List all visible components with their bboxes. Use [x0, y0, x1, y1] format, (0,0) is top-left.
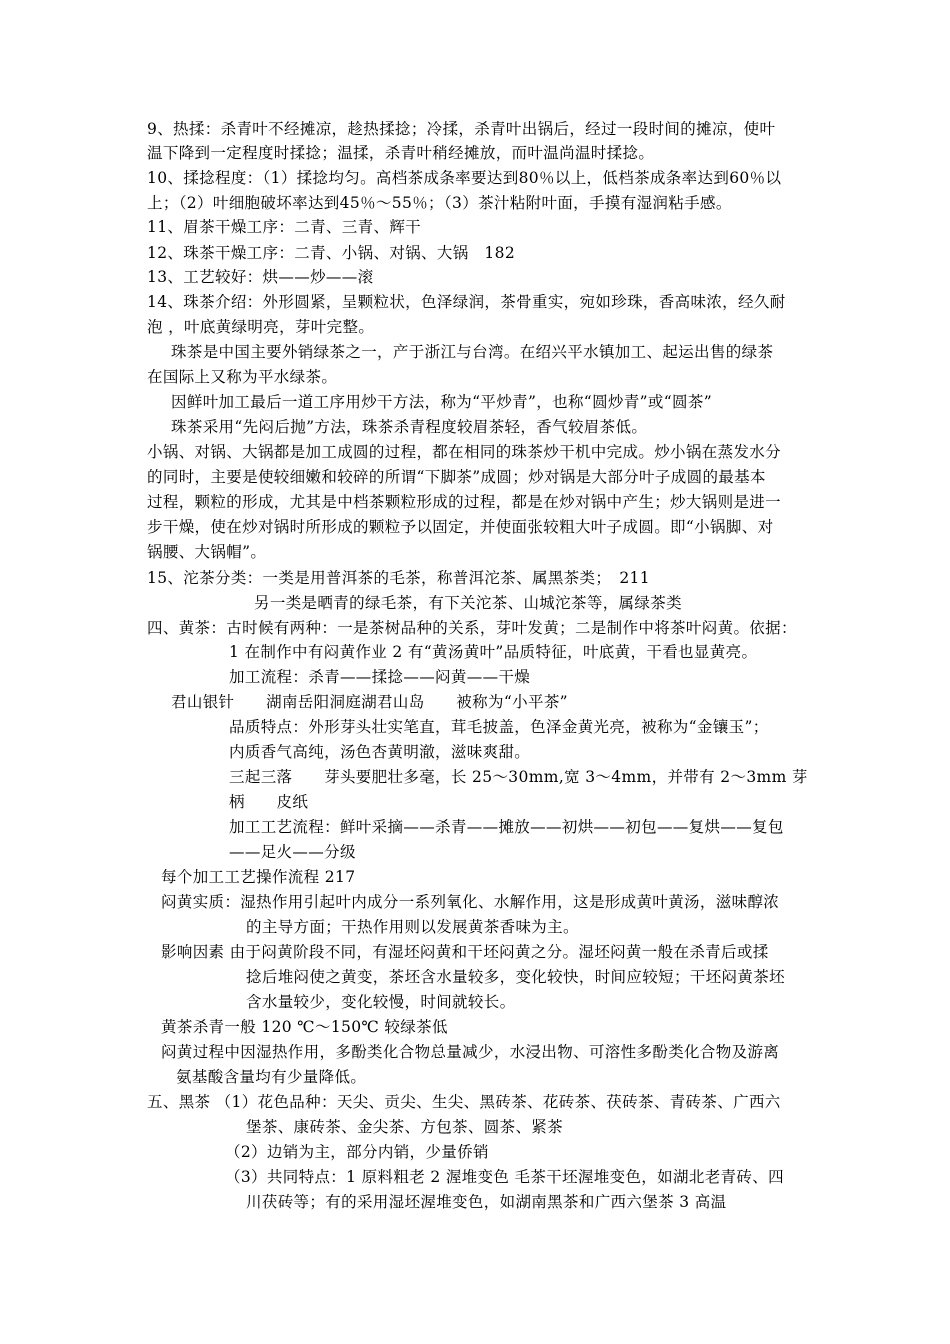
- text-line: 川茯砖等；有的采用湿坯渥堆变色，如湖南黑茶和广西六堡茶 3 高温: [246, 1193, 727, 1211]
- text-line: 9、热揉：杀青叶不经摊凉，趁热揉捻；冷揉，杀青叶出锅后，经过一段时间的摊凉，使叶: [147, 120, 776, 138]
- text-line: 15、沱茶分类：一类是用普洱茶的毛茶，称普洱沱茶、属黑茶类； 211: [147, 569, 650, 587]
- text-line: 君山银针 湖南岳阳洞庭湖君山岛 被称为“小平茶”: [171, 693, 568, 711]
- text-line: 在国际上又称为平水绿茶。: [147, 368, 338, 386]
- text-line: 氨基酸含量均有少量降低。: [176, 1068, 367, 1086]
- text-line: 12、珠茶干燥工序：二青、小锅、对锅、大锅 182: [147, 244, 516, 262]
- text-line: 13、工艺较好：烘——炒——滚: [147, 268, 374, 286]
- text-line: 捻后堆闷使之黄变，茶坯含水量较多，变化较快，时间应较短；干坯闷黄茶坯: [246, 968, 785, 986]
- text-line: 珠茶采用“先闷后抛”方法，珠茶杀青程度较眉茶轻，香气较眉茶低。: [171, 418, 648, 436]
- text-line: 闷黄过程中因湿热作用，多酚类化合物总量减少，水浸出物、可溶性多酚类化合物及游离: [161, 1043, 780, 1061]
- text-line: 四、黄茶：古时候有两种：一是茶树品种的关系，芽叶发黄；二是制作中将茶叶闷黄。依据：: [147, 619, 797, 637]
- text-line: 锅腰、大锅帽”。: [147, 543, 267, 561]
- text-line: 每个加工工艺操作流程 217: [161, 868, 356, 886]
- text-line: 珠茶是中国主要外销绿茶之一，产于浙江与台湾。在绍兴平水镇加工、起运出售的绿茶: [171, 343, 774, 361]
- text-line: 10、揉捻程度：（1）揉捻均匀。高档茶成条率要达到80％以上，低档茶成条率达到60％以: [147, 169, 782, 187]
- text-line: 柄 皮纸: [229, 793, 309, 811]
- text-line: 堡茶、康砖茶、金尖茶、方包茶、圆茶、紧茶: [246, 1118, 564, 1136]
- text-line: 五、黑茶 （1）花色品种：天尖、贡尖、生尖、黑砖茶、花砖茶、茯砖茶、青砖茶、广西六: [147, 1093, 781, 1111]
- text-line: 的主导方面；干热作用则以发展黄茶香味为主。: [246, 918, 579, 936]
- text-line: 的同时，主要是使较细嫩和较碎的所谓“下脚茶”成圆；炒对锅是大部分叶子成圆的最基本: [147, 468, 766, 486]
- text-line: ——足火——分级: [229, 843, 356, 861]
- text-line: 上；（2）叶细胞破坏率达到45％～55％；（3）茶汁粘附叶面，手摸有湿润粘手感。: [147, 194, 732, 212]
- text-line: 内质香气高纯，汤色杏黄明澈，滋味爽甜。: [229, 743, 531, 761]
- text-line: 过程，颗粒的形成，尤其是中档茶颗粒形成的过程，都是在炒对锅中产生；炒大锅则是进一: [147, 493, 782, 511]
- text-line: 三起三落 芽头要肥壮多毫，长 25～30mm,宽 3～4mm，并带有 2～3mm 芽: [229, 768, 808, 786]
- text-line: 另一类是晒青的绿毛茶，有下关沱茶、山城沱茶等，属绿茶类: [254, 594, 682, 612]
- text-line: 闷黄实质：湿热作用引起叶内成分一系列氧化、水解作用，这是形成黄叶黄汤，滋味醇浓: [161, 893, 780, 911]
- text-line: 黄茶杀青一般 120 ℃～150℃ 较绿茶低: [161, 1018, 448, 1036]
- text-line: 1 在制作中有闷黄作业 2 有“黄汤黄叶”品质特征，叶底黄，干看也显黄亮。: [229, 643, 758, 661]
- text-line: 小锅、对锅、大锅都是加工成圆的过程，都在相同的珠茶炒干机中完成。炒小锅在蒸发水分: [147, 443, 782, 461]
- text-line: 品质特点：外形芽头壮实笔直，茸毛披盖，色泽金黄光亮，被称为“金镶玉”；: [229, 718, 769, 736]
- text-line: 11、眉茶干燥工序：二青、三青、辉干: [147, 218, 422, 236]
- text-line: 14、珠茶介绍：外形圆紧，呈颗粒状，色泽绿润，茶骨重实，宛如珍珠，香高味浓，经久耐: [147, 293, 786, 311]
- text-line: （3）共同特点：1 原料粗老 2 渥堆变色 毛茶干坯渥堆变色，如湖北老青砖、四: [225, 1168, 784, 1186]
- text-line: 加工流程：杀青——揉捻——闷黄——干燥: [229, 668, 531, 686]
- text-line: 温下降到一定程度时揉捻；温揉，杀青叶稍经摊放，而叶温尚温时揉捻。: [147, 144, 655, 162]
- text-line: 因鲜叶加工最后一道工序用炒干方法，称为“平炒青”，也称“圆炒青”或“圆茶”: [171, 393, 712, 411]
- text-line: 加工工艺流程：鲜叶采摘——杀青——摊放——初烘——初包——复烘——复包: [229, 818, 784, 836]
- text-line: 步干燥，使在炒对锅时所形成的颗粒予以固定，并使面张较粗大叶子成圆。即“小锅脚、对: [147, 518, 774, 536]
- text-line: 泡 ，叶底黄绿明亮，芽叶完整。: [147, 318, 375, 336]
- text-line: （2）边销为主，部分内销，少量侨销: [225, 1143, 489, 1161]
- text-line: 含水量较少，变化较慢，时间就较长。: [246, 993, 516, 1011]
- text-line: 影响因素 由于闷黄阶段不同，有湿坯闷黄和干坯闷黄之分。湿坯闷黄一般在杀青后或揉: [161, 943, 769, 961]
